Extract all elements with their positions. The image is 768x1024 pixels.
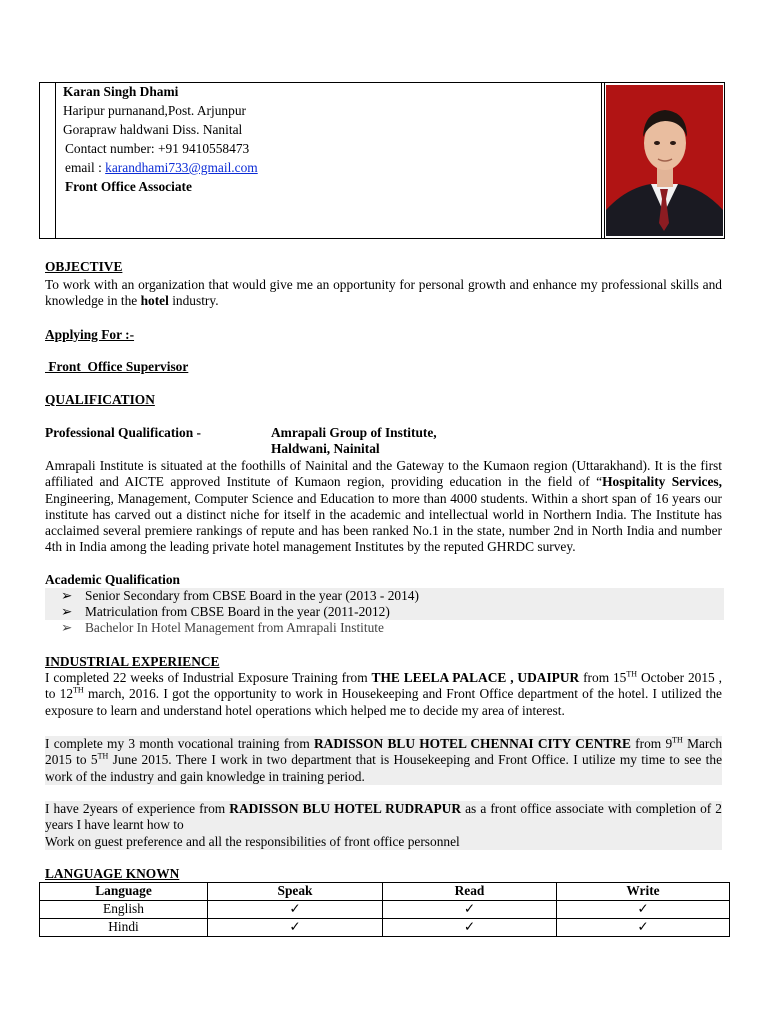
- languages-table: [39, 882, 730, 937]
- bullet-arrow-icon: ➢: [61, 620, 73, 635]
- header-divider: [55, 83, 56, 238]
- header-box: [39, 82, 725, 239]
- academic-heading: Academic Qualification: [45, 572, 181, 587]
- objective-heading: OBJECTIVE: [45, 259, 123, 274]
- email-label: email :: [65, 160, 106, 175]
- check-icon: ✓: [557, 919, 730, 937]
- list-item: ➢ Matriculation from CBSE Board in the year (2011-2012): [45, 604, 724, 620]
- table-row: [40, 919, 730, 937]
- applying-heading: Applying For :-: [45, 327, 135, 342]
- list-item: ➢ Bachelor In Hotel Management from Amrapali Institute: [61, 620, 384, 635]
- institute-location: Haldwani, Nainital: [271, 441, 380, 456]
- table-header-row: [40, 883, 730, 901]
- column-header-language: Language: [40, 883, 208, 901]
- table-row: [40, 901, 730, 919]
- profile-photo: [606, 85, 723, 236]
- language-cell: English: [40, 901, 208, 919]
- bullet-arrow-icon: ➢: [61, 588, 73, 603]
- address-line-2: Gorapraw haldwani Diss. Nanital: [63, 122, 243, 137]
- experience-paragraph-2: I complete my 3 month vocational training from RADISSON BLU HOTEL CHENNAI CITY CENTRE from 9TH March 2015 to 5TH June 2015. There I work in two department that is Housekeeping and Front Office. I utilize my time to see the work of the industry and gain knowledge in training period.: [45, 735, 723, 784]
- languages-heading: LANGUAGE KNOWN: [45, 866, 180, 881]
- email-link[interactable]: karandhami733@gmail.com: [105, 160, 258, 175]
- applying-position: Front Office Supervisor: [45, 359, 189, 374]
- column-header-speak: Speak: [208, 883, 383, 901]
- experience-paragraph-1: I completed 22 weeks of Industrial Exposure Training from THE LEELA PALACE , UDAIPUR from 15TH October 2015 , to 12TH march, 2016. I got the opportunity to work in Housekeeping and Front Office department of the hotel. I utilized the exposure to learn and understand hotel operations which helped me to decide my area of interest.: [45, 669, 722, 718]
- experience-heading: INDUSTRIAL EXPERIENCE: [45, 654, 220, 669]
- check-icon: ✓: [383, 901, 557, 919]
- address-line-1: Haripur purnanand,Post. Arjunpur: [63, 103, 246, 118]
- qualification-heading: QUALIFICATION: [45, 392, 155, 407]
- institute-description: Amrapali Institute is situated at the foothills of Nainital and the Gateway to the Kumaon region (Uttarakhand). It is the first affiliated and AICTE approved Institute of Kumaon region, providing education in the field of “Hospitality Services, Engineering, Management, Computer Science and Education to more than 4000 students. Within a short span of 16 years our institute has carved out a distinct niche for itself in the academic and intellectual world in Northern India. The Institute has acclaimed several premiere rankings of repute and has been ranked No.1 in the state, number 2nd in North India and number 4th in India among the leading private hotel management Institutes by the reputed GHRDC survey.: [45, 458, 722, 555]
- column-header-write: Write: [557, 883, 730, 901]
- institute-name: Amrapali Group of Institute,: [271, 425, 437, 440]
- check-icon: ✓: [208, 919, 383, 937]
- check-icon: ✓: [208, 901, 383, 919]
- professional-qualification-label: Professional Qualification -: [45, 425, 201, 440]
- experience-paragraph-3: I have 2years of experience from RADISSON BLU HOTEL RUDRAPUR as a front office associate with completion of 2 years I have learnt how to Work on guest preference and all the responsibilities of front office personnel: [45, 801, 723, 849]
- header-divider: [604, 83, 605, 238]
- check-icon: ✓: [557, 901, 730, 919]
- column-header-read: Read: [383, 883, 557, 901]
- bullet-arrow-icon: ➢: [61, 604, 73, 619]
- header-divider: [601, 83, 602, 238]
- list-item: ➢ Senior Secondary from CBSE Board in the year (2013 - 2014): [45, 588, 724, 604]
- profile-photo-image: [606, 85, 723, 236]
- contact-number: Contact number: +91 9410558473: [65, 141, 250, 156]
- candidate-name: Karan Singh Dhami: [63, 84, 179, 99]
- check-icon: ✓: [383, 919, 557, 937]
- objective-text: To work with an organization that would give me an opportunity for personal growth and enhance my professional skills and knowledge in the hotel industry.: [45, 277, 722, 309]
- current-role: Front Office Associate: [65, 179, 192, 194]
- email-line: [65, 160, 258, 176]
- language-cell: Hindi: [40, 919, 208, 937]
